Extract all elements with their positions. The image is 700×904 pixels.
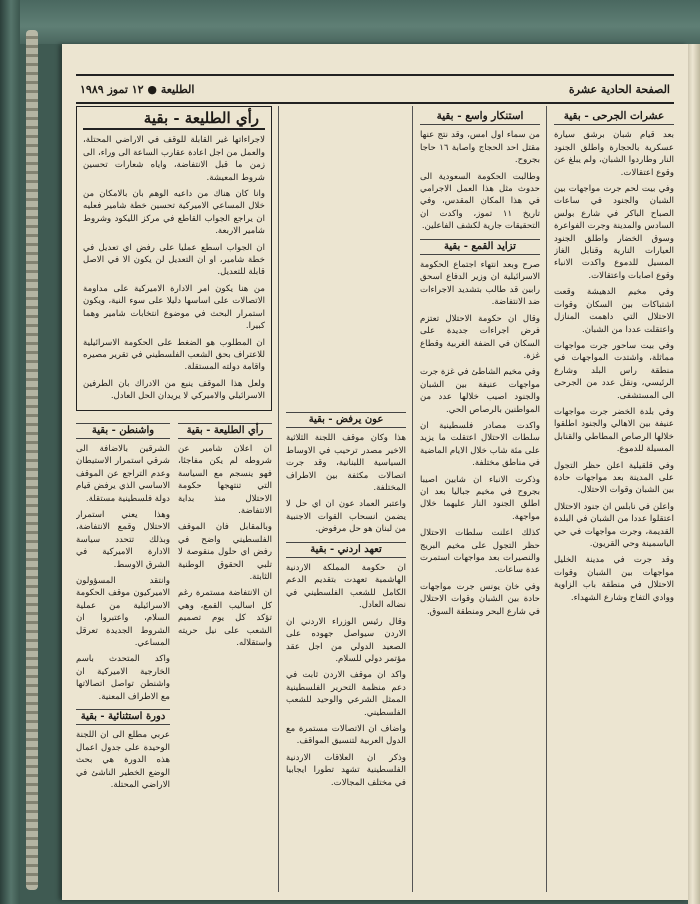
- article-washington: [76, 417, 170, 796]
- articles-column-4: [76, 106, 272, 892]
- binder-ring: [26, 30, 38, 890]
- article-jordan: [286, 542, 406, 789]
- article-headline: دورة استثنائية - بقية: [76, 709, 170, 725]
- newspaper-page: [62, 44, 688, 900]
- article-headline: واشنطن - بقية: [76, 423, 170, 439]
- articles-column-2: [420, 106, 540, 892]
- article-paragraph: وبالمقابل فان الموقف الفلسطيني واضح في رفض اي حلول منقوصة لا تلبي الحقوق الوطنية الثابتة.: [178, 522, 272, 582]
- article-paragraph: هذا وكان موقف اللجنة الثلاثية الاخير مصدر ترحيب في الاوساط السياسية اللبنانية، وقد جرت اتصالات مكثفة بين الاطراف المختلفة.: [286, 433, 406, 494]
- column-4-lower: [76, 417, 272, 796]
- editorial-box: [76, 106, 272, 411]
- article-paragraph: وقال رئيس الوزراء الاردني ان الاردن سيواصل جهوده على الصعيد الدولي من اجل عقد مؤتمر دولي للسلام.: [286, 616, 406, 664]
- article-editorial-continued: [178, 417, 272, 796]
- article-paragraph: وفي قلقيلية اعلن حظر التجول على المدينة بعد مواجهات حادة بين الشبان وقوات الاحتلال.: [554, 460, 674, 496]
- header-separator: ●: [143, 82, 157, 96]
- article-paragraph: وقد جرت في مدينة الخليل مواجهات بين الشبان وقوات الاحتلال في منطقة باب الزاوية ووادي التفاح وشارع الشهداء.: [554, 555, 674, 603]
- article-paragraph: صرح وبعد انتهاء اجتماع الحكومة الاسرائيلية ان وزير الدفاع اسحق رابين قد طالب بتشديد الاجراءات ضد الانتفاضة.: [420, 260, 540, 308]
- article-paragraph: وذكرت الانباء ان شابين اصيبا بجروح في مخيم جباليا بعد ان اطلق الجنود النار عليهما خلال مواجهة.: [420, 474, 540, 522]
- article-paragraph: عربي مطلع الى ان اللجنة الوحيدة على جدول اعمال هذه الدورة هي بحث الوضع الخطير الناشئ في الاراضي المحتلة.: [76, 730, 170, 791]
- article-paragraph: ان اعلان شامير عن شروطه لم يكن مفاجئا، فهو ينسجم مع السياسة التي تنتهجها حكومة الاحتلال منذ بداية الانتفاضة.: [178, 443, 272, 516]
- article-paragraph: بعد قيام شبان برشق سيارة عسكرية بالحجارة واطلق الجنود النار وطاردوا الشبان، ولم يبلغ عن وقوع اعتقالات.: [554, 130, 674, 178]
- article-paragraph: وذكر ان العلاقات الاردنية الفلسطينية تشهد تطورا ايجابيا في مختلف المجالات.: [286, 752, 406, 788]
- editorial-paragraph: من هنا يكون امر الادارة الاميركية على مداومة الاتصالات على اساسها دليلا على سوء النية، ويكون استمرار البحث في موضوع انتخابات شامير وهما كبيرا.: [83, 283, 265, 332]
- editorial-paragraph: ان المطلوب هو الضغط على الحكومة الاسرائيلية للاعتراف بحق الشعب الفلسطيني في تقرير مصيره واقامة دولته المستقلة.: [83, 337, 265, 373]
- column-rule: [412, 106, 413, 892]
- article-paragraph: وفي بيت ساحور جرت مواجهات مماثلة، واشتدت المواجهات في منطقة راس البلد وشارع الرئيسي، ونقل عدد من الجرحى الى المستشفى.: [554, 340, 674, 401]
- editorial-headline: رأي الطليعة - بقية: [83, 110, 265, 130]
- article-paragraph: الشرقين بالاضافة الى شرقي استمرار الاستيطان وعدم التراجع عن الموقف الاساسي الذي يرفض قيام دولة فلسطينية مستقلة.: [76, 443, 170, 504]
- article-headline: تعهد اردني - بقية: [286, 542, 406, 558]
- article-wounded: [554, 106, 674, 892]
- article-headline: عشرات الجرحى - بقية: [554, 108, 674, 125]
- article-paragraph: من سماء اول امس، وقد نتج عنها مقتل احد الحجاج واصابة ١٦ حاجا بجروح.: [420, 130, 540, 166]
- column-rule: [278, 106, 279, 892]
- editorial-paragraph: لاجراءاتها غير القابلة للوقف في الاراضي المحتلة، والعمل من اجل اعادة عقارب الساعة الى وراء، الى زمن ما قبل الانتفاضة، واياه شعارات تحسين شروط المعيشة.: [83, 135, 265, 183]
- article-paragraph: واكد ان موقف الاردن ثابت في دعم منظمة التحرير الفلسطينية الممثل الشرعي والوحيد للشعب الفلسطيني.: [286, 670, 406, 718]
- article-paragraph: واعلن في نابلس ان جنود الاحتلال اعتقلوا عددا من الشبان في البلدة القديمة، وجرت مواجهات في حي الياسمينة وحي القريون.: [554, 501, 674, 549]
- article-paragraph: وهذا يعني استمرار الاحتلال وقمع الانتفاضة، وبذلك تتحدد سياسة الادارة الاميركية في الشرق الاوسط.: [76, 509, 170, 570]
- page-header: [76, 74, 674, 104]
- article-headline: عون يرفض - بقية: [286, 412, 406, 428]
- article-paragraph: واكد المتحدث باسم الخارجية الاميركية ان واشنطن تواصل اتصالاتها مع الاطراف المعنية.: [76, 654, 170, 702]
- header-publication-date: [80, 83, 194, 96]
- article-repression: [420, 239, 540, 618]
- article-headline: رأي الطليعة - بقية: [178, 423, 272, 439]
- article-paragraph: واضاف ان الاتصالات مستمرة مع الدول العربية لتنسيق المواقف.: [286, 723, 406, 747]
- publication-name: الطليعة: [160, 82, 195, 96]
- article-paragraph: وقال ان حكومة الاحتلال تعتزم فرض اجراءات جديدة على السكان في الضفة الغربية وقطاع غزة.: [420, 313, 540, 361]
- article-headline: تزايد القمع - بقية: [420, 239, 540, 255]
- issue-date: ١٢ تموز ١٩٨٩: [80, 82, 144, 96]
- column-rule: [546, 106, 547, 892]
- page-number-label: الصفحة الحادية عشرة: [568, 82, 670, 96]
- editorial-paragraph: ولعل هذا الموقف ينبع من الادراك بان الطرفين الاسرائيلي والاميركي لا يريدان الحل العادل.: [83, 378, 265, 402]
- editorial-paragraph: وانا كان هناك من داعيه الوهم بان بالامكان من خلال المساعي الاميركية تحسين خطة شامير فعليه ان يراجع الجواب القاطع في مركز الليكود وشروط شامير الاربعة.: [83, 189, 265, 237]
- binder-top: [0, 0, 700, 44]
- article-paragraph: وفي مخيم الشاطئ في غزة جرت مواجهات عنيفة بين الشبان والجنود اصيب خلالها عدد من المواطنين بالرصاص الحي.: [420, 367, 540, 415]
- article-paragraph: وفي خان يونس جرت مواجهات حادة بين الشبان وقوات الاحتلال في شارع البحر ومنطقة السوق.: [420, 581, 540, 617]
- article-paragraph: ان حكومة المملكة الاردنية الهاشمية تعهدت بتقديم الدعم الكامل للشعب الفلسطيني في نضاله العادل.: [286, 563, 406, 611]
- binder-spine: [0, 0, 20, 904]
- article-paragraph: ان الانتفاضة مستمرة رغم كل اساليب القمع، وهي تؤكد كل يوم تصميم الشعب على نيل حريته واستقلاله.: [178, 588, 272, 649]
- article-paragraph: وانتقد المسؤولون الاميركيون موقف الحكومة الاسرائيلية من عملية السلام، واعتبروا ان الشروط الجديدة تعرقل المساعي.: [76, 576, 170, 649]
- article-aoun: [286, 412, 406, 536]
- article-headline: استنكار واسع - بقية: [420, 108, 540, 125]
- article-paragraph: وفي بيت لحم جرت مواجهات بين الشبان والجنود في ساعات الصباح الباكر في شارع بولس السادس والمدينة وجرت الفواعرة وسوق الخضار واطلق الجنود العيارات النارية وقنابل الغاز المسيل للدموع واكدت الانباء وقوع اصابات واعتقالات.: [554, 184, 674, 281]
- article-condemnation: [420, 108, 540, 233]
- article-paragraph: وفي بلدة الخضر جرت مواجهات عنيفة بين الاهالي والجنود اطلقوا خلالها الرصاص المطاطي والقنابل المسيلة للدموع.: [554, 406, 674, 455]
- article-paragraph: وطالبت الحكومة السعودية الى حدوث مثل هذا العمل الاجرامي في هذا المكان المقدس، وفي تاريخ ١١ تموز، واكدت ان التحقيقات جارية لكشف الفاعلين.: [420, 171, 540, 232]
- article-paragraph: واعتبر العماد عون ان اي حل لا يضمن انسحاب القوات الاجنبية من لبنان هو حل مرفوض.: [286, 499, 406, 535]
- article-paragraph: وفي مخيم الدهيشة وقعت اشتباكات بين السكان وقوات الاحتلال التي داهمت المنازل واعتقلت عددا من الشبان.: [554, 287, 674, 335]
- page-edge: [688, 44, 700, 904]
- articles-column-3: [286, 106, 406, 892]
- column-3-upper-spacer: [286, 106, 406, 406]
- article-paragraph: واكدت مصادر فلسطينية ان سلطات الاحتلال اعتقلت ما يزيد على مئة شاب خلال الايام الماضية في مناطق مختلفة.: [420, 420, 540, 469]
- editorial-paragraph: ان الجواب اسطع عمليا على رفض اي تعديل في خطة شامير، او ان التعديل لن يكون الا في الاصل قابلة للتعديل.: [83, 242, 265, 278]
- article-paragraph: كذلك اعلنت سلطات الاحتلال حظر التجول على مخيم البريج والنصيرات بعد مواجهات استمرت عدة ساعات.: [420, 528, 540, 576]
